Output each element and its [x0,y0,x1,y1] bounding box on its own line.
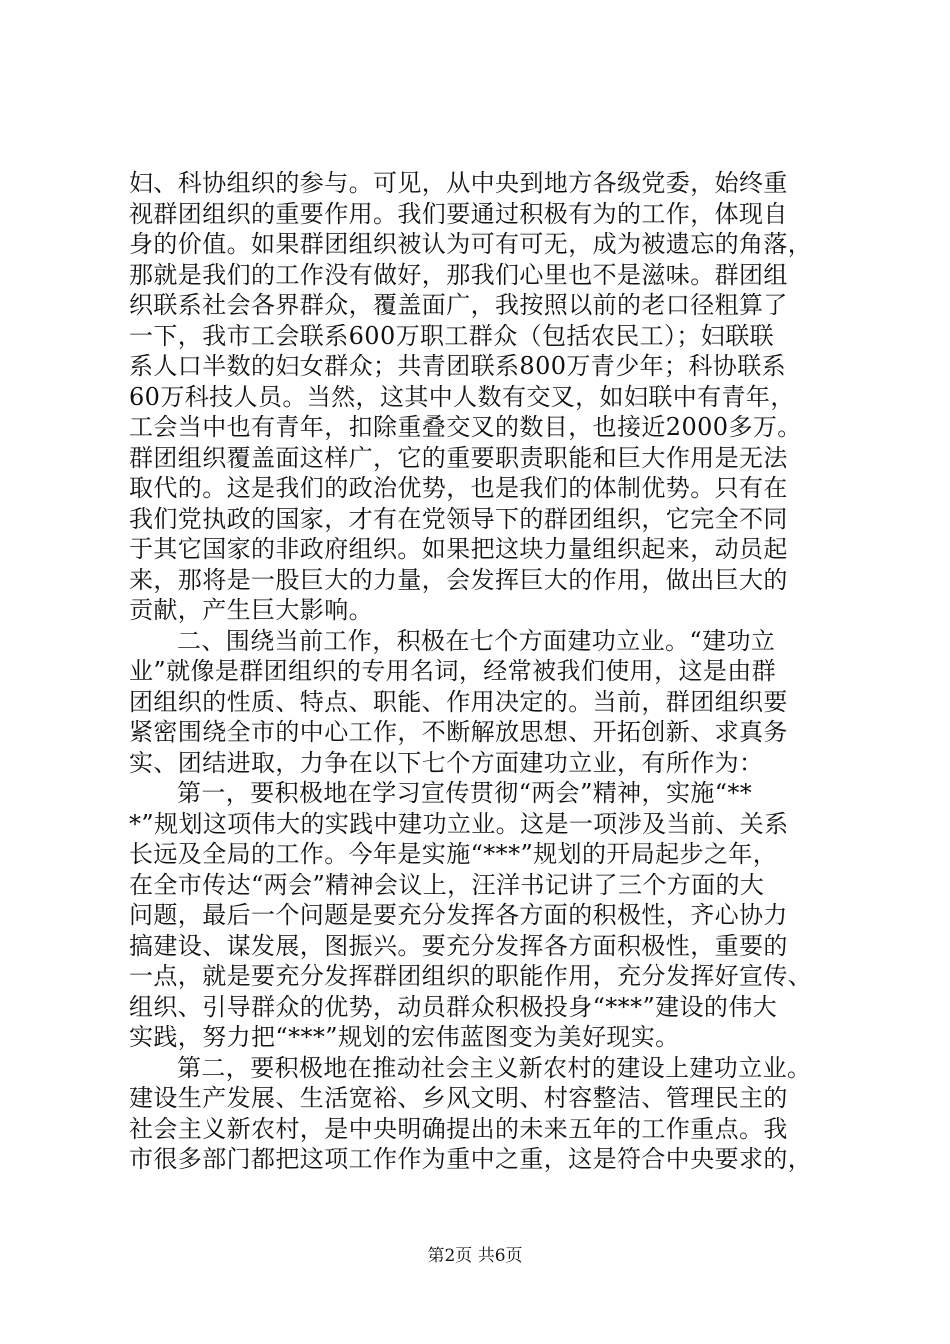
text-line: 市很多部门都把这项工作作为重中之重，这是符合中央要求的， [129,1145,813,1173]
text-line: 那就是我们的工作没有做好，那我们心里也不是滋味。群团组 [129,260,788,289]
text-line: 贡献，产生巨大影响。 [129,596,373,624]
text-line: 在全市传达“两会”精神会议上，汪洋书记讲了三个方面的大 [129,870,765,899]
text-line: 系人口半数的妇女群众；共青团联系800万青少年；科协联系 [129,352,787,380]
text-line: 问题，最后一个问题是要充分发挥各方面的积极性，齐心协力 [129,901,788,929]
text-line: 实践，努力把“***”规划的宏伟蓝图变为美好现实。 [129,1023,680,1051]
text-line: 长远及全局的工作。今年是实施“***”规划的开局起步之年， [129,840,778,868]
text-line: 紧密围绕全市的中心工作，不断解放思想、开拓创新、求真务 [129,718,788,746]
text-line: 组织、引导群众的优势，动员群众积极投身“***”建设的伟大 [129,992,778,1021]
document-body [129,168,829,1175]
text-line: 身的价值。如果群团组织被认为可有可无，成为被遗忘的角落， [129,230,813,258]
text-line: 群团组织覆盖面这样广，它的重要职责职能和巨大作用是无法 [129,443,788,472]
text-line: 建设生产发展、生活宽裕、乡风文明、村容整洁、管理民主的 [129,1084,788,1112]
text-line: 来，那将是一股巨大的力量，会发挥巨大的作用，做出巨大的 [129,565,788,594]
text-line: 社会主义新农村，是中央明确提出的未来五年的工作重点。我 [129,1114,788,1143]
text-line: 织联系社会各界群众，覆盖面广，我按照以前的老口径粗算了 [129,291,788,319]
text-line: 一下，我市工会联系600万职工群众（包括农民工）；妇联联 [129,321,775,350]
text-line: 团组织的性质、特点、职能、作用决定的。当前，群团组织要 [129,687,788,716]
text-line: 工会当中也有青年，扣除重叠交叉的数目，也接近2000多万。 [129,413,802,441]
text-line: 我们党执政的国家，才有在党领导下的群团组织，它完全不同 [129,504,788,533]
text-line: 第一，要积极地在学习宣传贯彻“两会”精神，实施“** [177,779,753,807]
text-line: 取代的。这是我们的政治优势，也是我们的体制优势。只有在 [129,474,788,502]
text-line: 视群团组织的重要作用。我们要通过积极有为的工作，体现自 [129,199,788,228]
text-line: 二、围绕当前工作，积极在七个方面建功立业。“建功立 [177,626,776,655]
text-line: *”规划这项伟大的实践中建功立业。这是一项涉及当前、关系 [129,809,789,838]
text-line: 妇、科协组织的参与。可见，从中央到地方各级党委，始终重 [129,169,788,197]
text-line: 实、团结进取，力争在以下七个方面建功立业，有所作为： [129,748,764,777]
page-footer: 第2页 共6页 [427,1246,523,1266]
text-line: 搞建设、谋发展，图振兴。要充分发挥各方面积极性，重要的 [129,931,788,960]
text-line: 业”就像是群团组织的专用名词，经常被我们使用，这是由群 [129,657,777,685]
text-line: 第二，要积极地在推动社会主义新农村的建设上建功立业。 [177,1053,812,1082]
text-line: 于其它国家的非政府组织。如果把这块力量组织起来，动员起 [129,535,788,563]
text-line: 一点，就是要充分发挥群团组织的职能作用，充分发挥好宣传、 [129,962,813,990]
text-line: 60万科技人员。当然，这其中人数有交叉，如妇联中有青年， [129,382,795,411]
